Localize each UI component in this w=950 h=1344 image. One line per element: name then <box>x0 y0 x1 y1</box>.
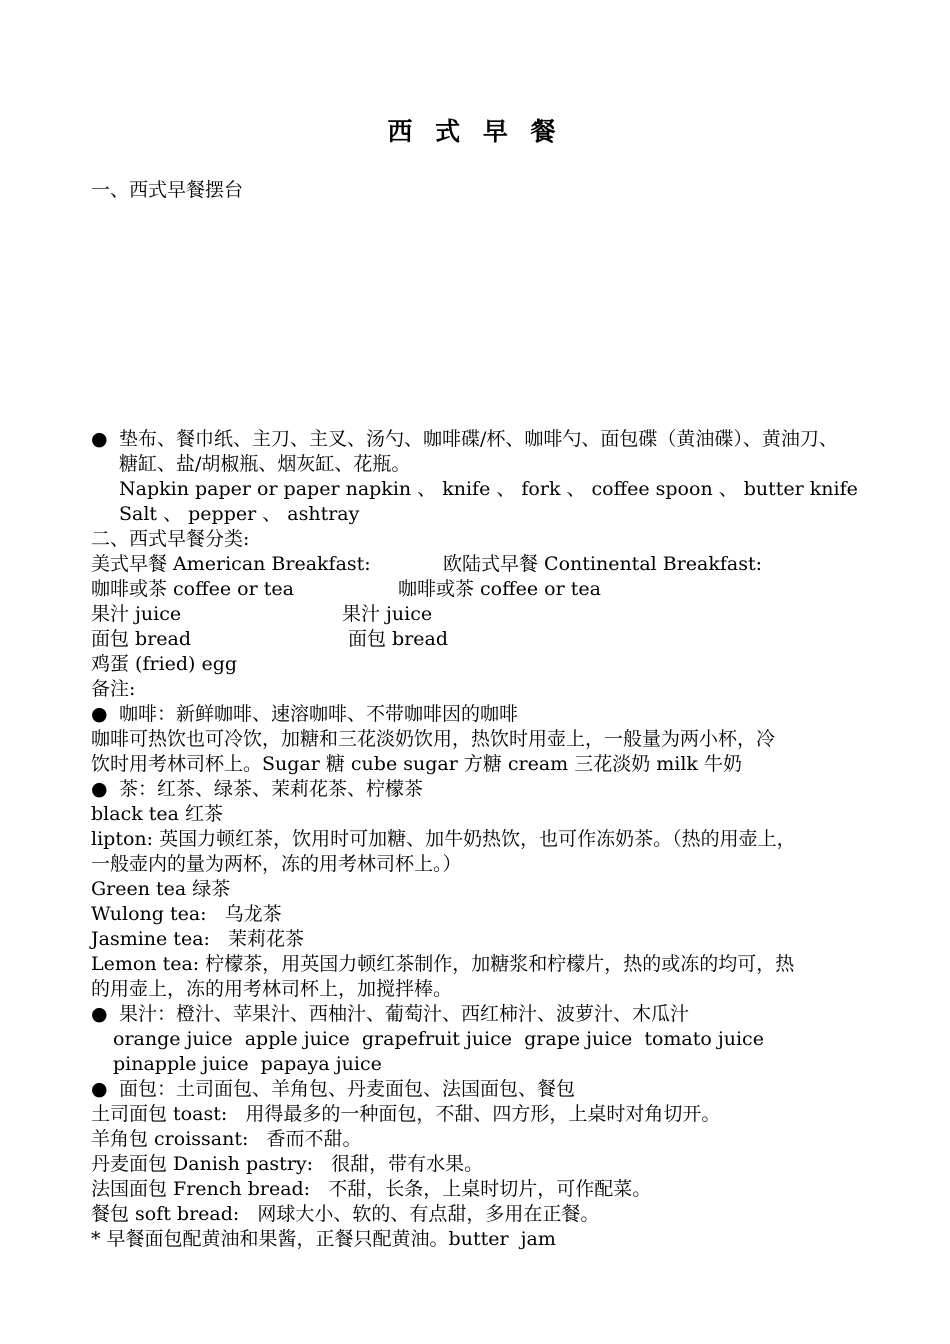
items-en-line1: Napkin paper or paper napkin 、 knife 、 fork 、 coffee spoon 、 butter knife <box>119 478 858 500</box>
tea-item: Green tea 绿茶 <box>91 878 231 900</box>
american-line: 鸡蛋 (fried) egg <box>91 653 238 675</box>
american-line: 面包 bread <box>91 628 192 650</box>
tea-item: 的用壶上，冻的用考林司杯上，加搅拌棒。 <box>91 978 453 1000</box>
american-line: 果汁 juice <box>91 603 182 625</box>
bread-item: 羊角包 croissant: 香而不甜。 <box>91 1128 362 1150</box>
tea-item: Wulong tea: 乌龙茶 <box>91 903 282 925</box>
tea-item: 一般壶内的量为两杯，冻的用考林司杯上。） <box>91 853 462 875</box>
items-cn-line2: 糖缸、盐/胡椒瓶、烟灰缸、花瓶。 <box>119 453 411 475</box>
items-en-line2: Salt 、 pepper 、 ashtray <box>119 503 360 525</box>
coffee-heading: 咖啡：新鲜咖啡、速溶咖啡、不带咖啡因的咖啡 <box>119 703 519 725</box>
continental-line: 果汁 juice <box>342 603 433 625</box>
coffee-desc: 咖啡可热饮也可冷饮，加糖和三花淡奶饮用，热饮时用壶上，一般量为两小杯，冷 <box>91 728 776 750</box>
bread-item: 土司面包 toast: 用得最多的一种面包，不甜、四方形，上桌时对角切开。 <box>91 1103 721 1125</box>
note-label: 备注: <box>91 678 136 700</box>
bread-item: 法国面包 French bread: 不甜，长条，上桌时切片，可作配菜。 <box>91 1178 652 1200</box>
juice-en: orange juice apple juice grapefruit juice grape juice tomato juice <box>113 1028 764 1050</box>
section2-heading: 二、西式早餐分类: <box>91 528 250 550</box>
juice-en: pinapple juice papaya juice <box>113 1053 382 1075</box>
tea-item: black tea 红茶 <box>91 803 224 825</box>
continental-line: 欧陆式早餐 Continental Breakfast: <box>443 553 763 575</box>
bullet-icon: ● <box>91 703 108 725</box>
page-title: 西 式 早 餐 <box>387 117 563 146</box>
continental-line: 面包 bread <box>348 628 449 650</box>
bread-item: 丹麦面包 Danish pastry: 很甜，带有水果。 <box>91 1153 484 1175</box>
american-line: 美式早餐 American Breakfast: <box>91 553 371 575</box>
bread-heading: 面包：土司面包、羊角包、丹麦面包、法国面包、餐包 <box>119 1078 576 1100</box>
continental-line: 咖啡或茶 coffee or tea <box>398 578 601 600</box>
bread-item: 餐包 soft bread: 网球大小、软的、有点甜，多用在正餐。 <box>91 1203 600 1225</box>
tea-item: Lemon tea: 柠檬茶，用英国力顿红茶制作，加糖浆和柠檬片，热的或冻的均可，热 <box>91 953 795 975</box>
bullet-icon: ● <box>91 428 108 450</box>
tea-item: Jasmine tea: 茉莉花茶 <box>91 928 305 950</box>
breakfast-types <box>91 527 881 1252</box>
items-cn-line1: 垫布、餐巾纸、主刀、主叉、汤勺、咖啡碟/杯、咖啡勺、面包碟（黄油碟）、黄油刀、 <box>119 428 838 450</box>
section1-heading: 一、西式早餐摆台 <box>91 179 244 201</box>
tea-heading: 茶：红茶、绿茶、茉莉花茶、柠檬茶 <box>119 778 424 800</box>
american-line: 咖啡或茶 coffee or tea <box>91 578 294 600</box>
tea-item: lipton: 英国力顿红茶，饮用时可加糖、加牛奶热饮，也可作冻奶茶。（热的用壶上， <box>91 828 796 850</box>
bullet-icon: ● <box>91 778 108 800</box>
bullet-icon: ● <box>91 1003 108 1025</box>
coffee-desc: 饮时用考林司杯上。Sugar 糖 cube sugar 方糖 cream 三花淡奶 milk 牛奶 <box>91 753 742 775</box>
table-setting-items <box>91 427 881 527</box>
bread-note: * 早餐面包配黄油和果酱，正餐只配黄油。butter jam <box>91 1228 556 1250</box>
bullet-icon: ● <box>91 1078 108 1100</box>
juice-heading: 果汁：橙汁、苹果汁、西柚汁、葡萄汁、西红柿汁、波萝汁、木瓜汁 <box>119 1003 690 1025</box>
